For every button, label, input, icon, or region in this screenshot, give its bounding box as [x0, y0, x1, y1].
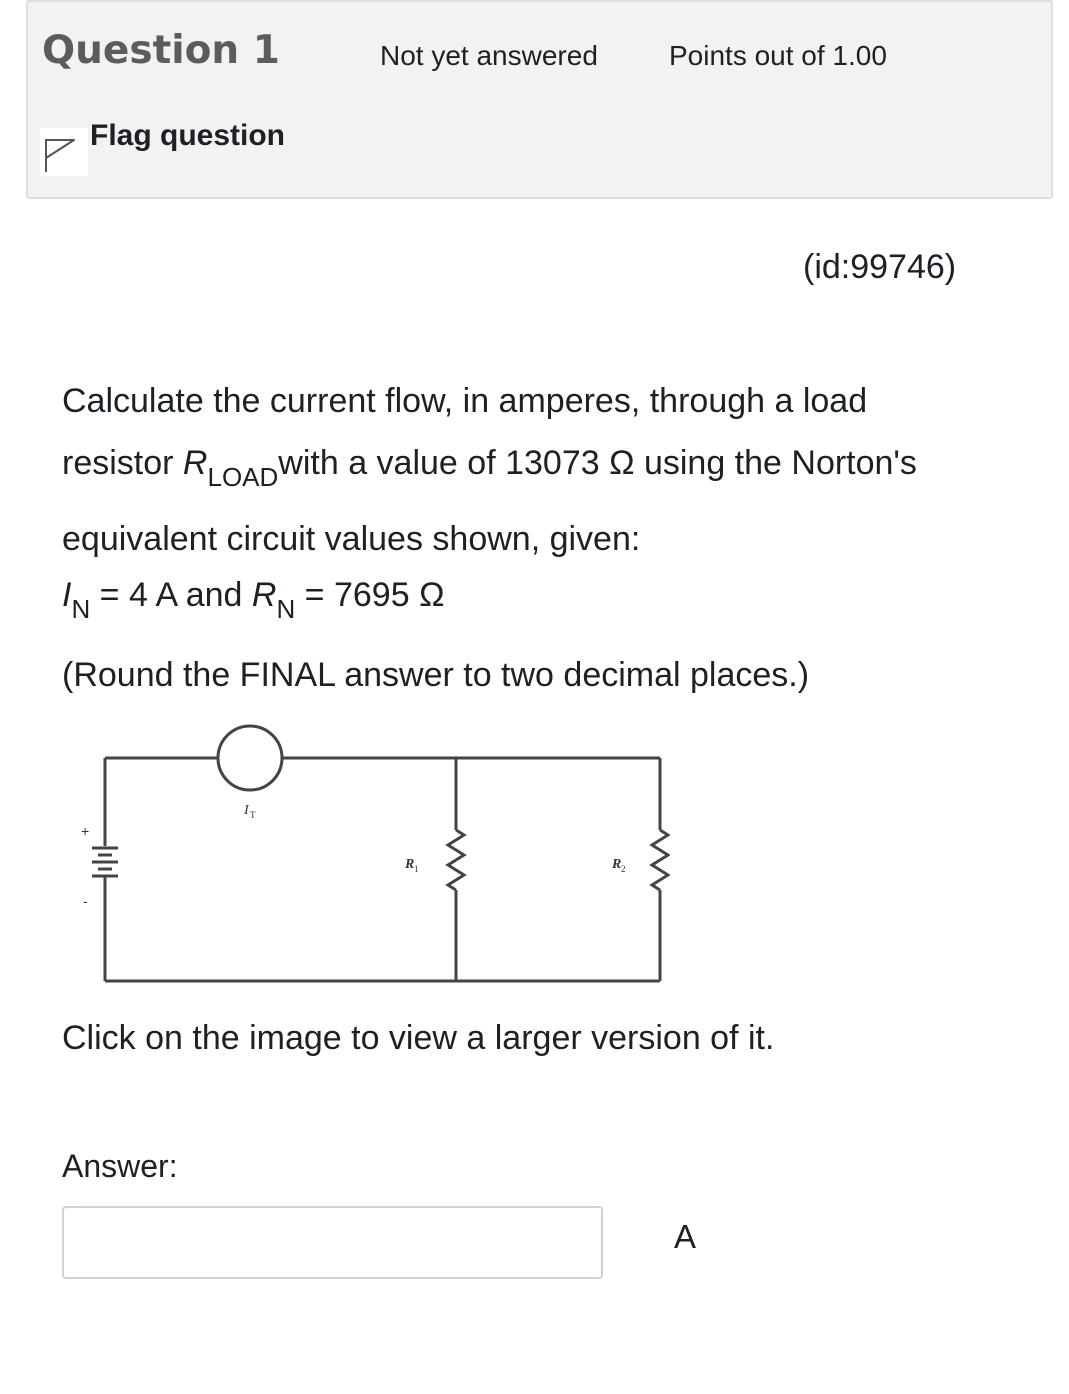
r-load-symbol: R	[182, 444, 208, 482]
line2-suffix: with a value of 13073 Ω using the Norton's	[278, 444, 917, 482]
flag-icon[interactable]	[40, 128, 88, 176]
question-text	[62, 370, 1022, 570]
question-info-box	[26, 0, 1053, 199]
question-line-3: equivalent circuit values shown, given:	[62, 520, 641, 558]
r2-subscript: 2	[621, 864, 626, 874]
given-values	[62, 576, 444, 625]
source-subscript: T	[250, 810, 256, 820]
i-n-subscript: N	[71, 594, 91, 624]
flag-question-toggle[interactable]	[40, 119, 285, 176]
current-source	[218, 726, 282, 790]
answer-unit: A	[674, 1218, 697, 1255]
circuit-diagram-image[interactable]	[70, 718, 670, 988]
question-line-2	[62, 432, 1022, 508]
question-line-1: Calculate the current flow, in amperes, through a load	[62, 382, 868, 420]
flag-question-label[interactable]: Flag question	[90, 119, 285, 152]
question-state: Not yet answered	[380, 40, 598, 71]
givens-mid: = 4 A and	[90, 576, 252, 614]
r2-label: R	[612, 857, 622, 872]
click-image-note: Click on the image to view a larger version of it.	[62, 1019, 775, 1057]
r-n-symbol: R	[251, 576, 277, 614]
resistor-r1	[448, 830, 464, 890]
r1-label: R	[405, 857, 415, 872]
answer-label: Answer:	[62, 1148, 178, 1184]
i-n-symbol: I	[62, 576, 72, 614]
r-n-subscript: N	[276, 594, 296, 624]
question-grade: Points out of 1.00	[669, 40, 887, 71]
battery-minus: -	[83, 893, 88, 909]
answer-input[interactable]	[62, 1206, 603, 1279]
r-load-subscript: LOAD	[207, 462, 279, 492]
r1-subscript: 1	[414, 864, 419, 874]
source-label: I	[244, 803, 249, 818]
question-title: Question 1	[42, 28, 280, 73]
givens-end: = 7695 Ω	[295, 576, 445, 614]
rounding-note: (Round the FINAL answer to two decimal places.)	[62, 656, 810, 694]
battery-plus: +	[81, 823, 90, 839]
question-id: (id:99746)	[803, 248, 957, 286]
resistor-r2	[652, 830, 668, 890]
line2-prefix: resistor	[62, 444, 183, 482]
